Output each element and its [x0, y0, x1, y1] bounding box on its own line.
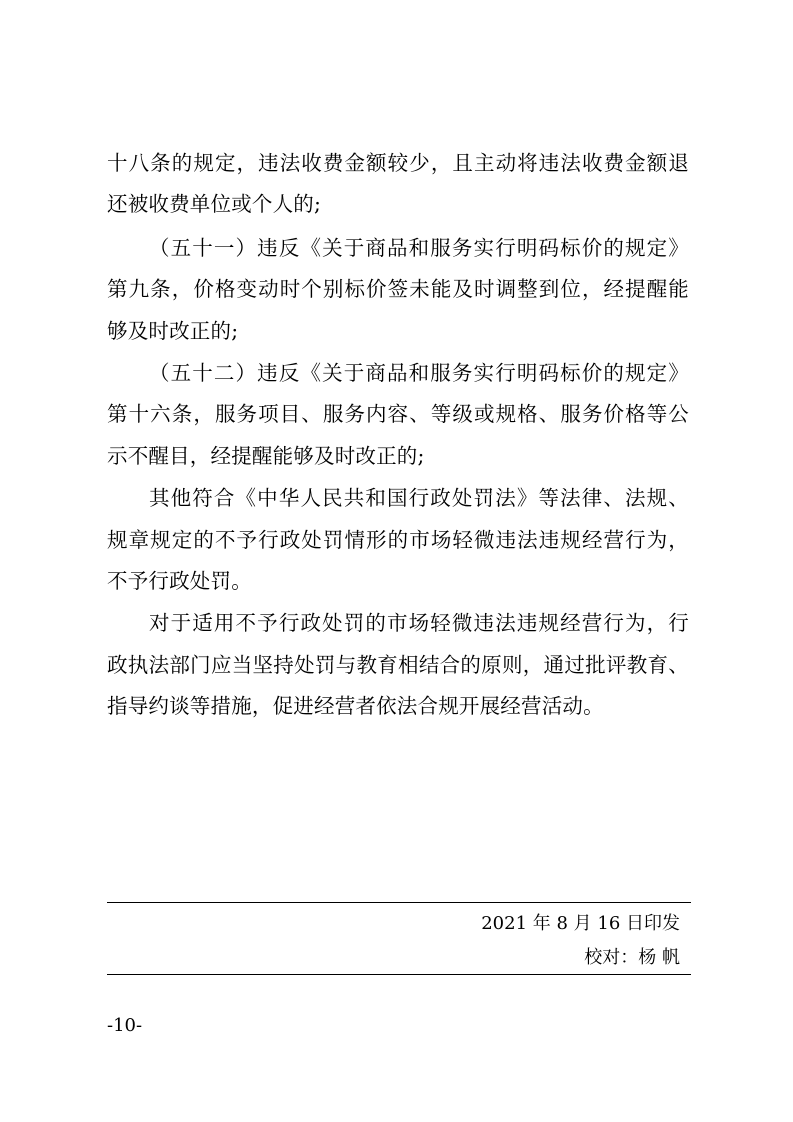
paragraph-line: 示不醒目，经提醒能够及时改正的; [107, 444, 425, 468]
paragraph-line: 其他符合《中华人民共和国行政处罚法》等法律、法规、 [149, 486, 689, 510]
paragraph-line: 对于适用不予行政处罚的市场轻微违法违规经营行为，行 [149, 611, 689, 635]
footer-bottom-rule [107, 974, 691, 975]
paragraph-line: 规章规定的不予行政处罚情形的市场轻微违法违规经营行为， [107, 528, 689, 552]
paragraph-line: 十八条的规定，违法收费金额较少，且主动将违法收费金额退 [107, 151, 689, 175]
paragraph-line: 不予行政处罚。 [107, 569, 252, 593]
paragraph-line: 够及时改正的; [107, 319, 239, 343]
paragraph-line: 指导约谈等措施，促进经营者依法合规开展经营活动。 [107, 694, 604, 718]
paragraph-line: 第十六条，服务项目、服务内容、等级或规格、服务价格等公 [107, 402, 689, 426]
footer-top-rule [107, 902, 691, 903]
paragraph-line: 还被收费单位或个人的; [107, 192, 322, 216]
proofreader: 校对：杨 帆 [584, 947, 680, 968]
paragraph-line: 第九条，价格变动时个别标价签未能及时调整到位，经提醒能 [107, 277, 689, 301]
paragraph-line: （五十二）违反《关于商品和服务实行明码标价的规定》 [149, 361, 689, 385]
issue-date: 2021 年 8 月 16 日印发 [481, 913, 680, 934]
paragraph-line: 政执法部门应当坚持处罚与教育相结合的原则，通过批评教育、 [107, 653, 689, 677]
page-number: -10- [107, 1015, 143, 1036]
paragraph-line: （五十一）违反《关于商品和服务实行明码标价的规定》 [149, 236, 689, 260]
